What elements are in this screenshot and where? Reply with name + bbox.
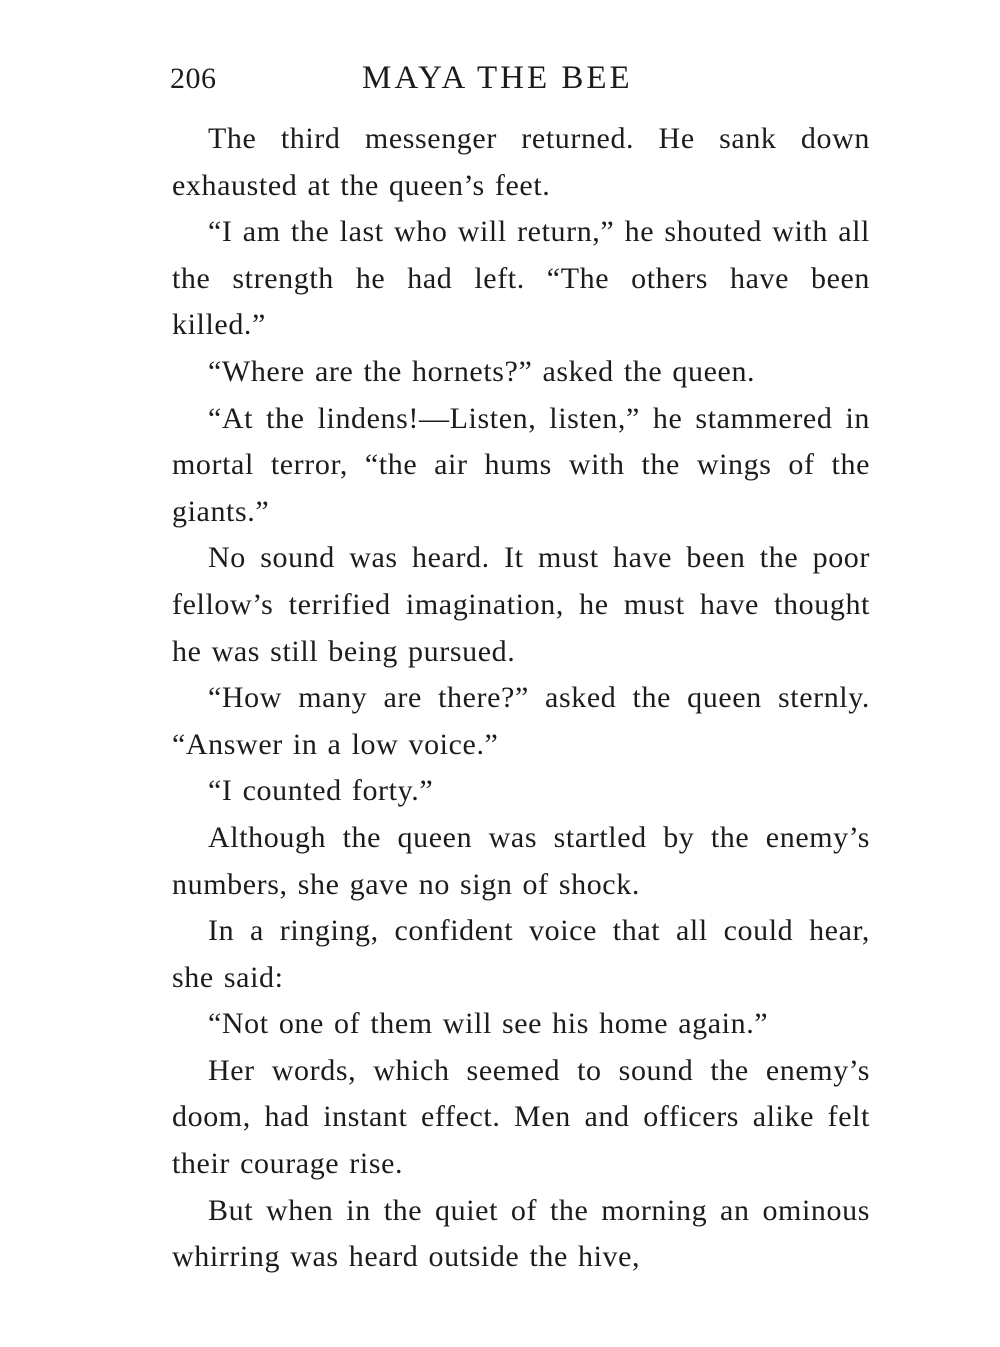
body-text	[172, 116, 870, 1281]
paragraph-11: Her words, which seemed to sound the enemy’s doom, had instant effect. Men and officers alike felt their courage rise.	[172, 1053, 870, 1181]
paragraph-12: But when in the quiet of the morning an ominous whirring was heard outside the hive,	[172, 1193, 870, 1274]
running-head	[170, 62, 870, 106]
paragraph-5: No sound was heard. It must have been the poor fellow’s terrified imagination, he must have thought he was still being pursued.	[172, 541, 870, 668]
paragraph-8: Although the queen was startled by the enemy’s numbers, she gave no sign of shock.	[172, 820, 870, 901]
paragraph-3: “Where are the hornets?” asked the queen.	[208, 354, 756, 388]
paragraph-1: The third messenger returned. He sank down exhausted at the queen’s feet.	[172, 122, 870, 202]
paragraph-6: “How many are there?” asked the queen sternly. “Answer in a low voice.”	[172, 681, 870, 761]
paragraph-4: “At the lindens!—Listen, listen,” he stammered in mortal terror, “the air hums with the wings of the giants.”	[172, 401, 870, 528]
paragraph-7: “I counted forty.”	[208, 774, 434, 808]
running-title: MAYA THE BEE	[362, 60, 633, 96]
paragraph-2: “I am the last who will return,” he shouted with all the strength he had left. “The others have been killed.”	[172, 215, 870, 342]
paragraph-10: “Not one of them will see his home again.”	[208, 1007, 769, 1041]
page-number: 206	[170, 62, 217, 95]
paragraph-9: In a ringing, confident voice that all could hear, she said:	[172, 914, 870, 994]
